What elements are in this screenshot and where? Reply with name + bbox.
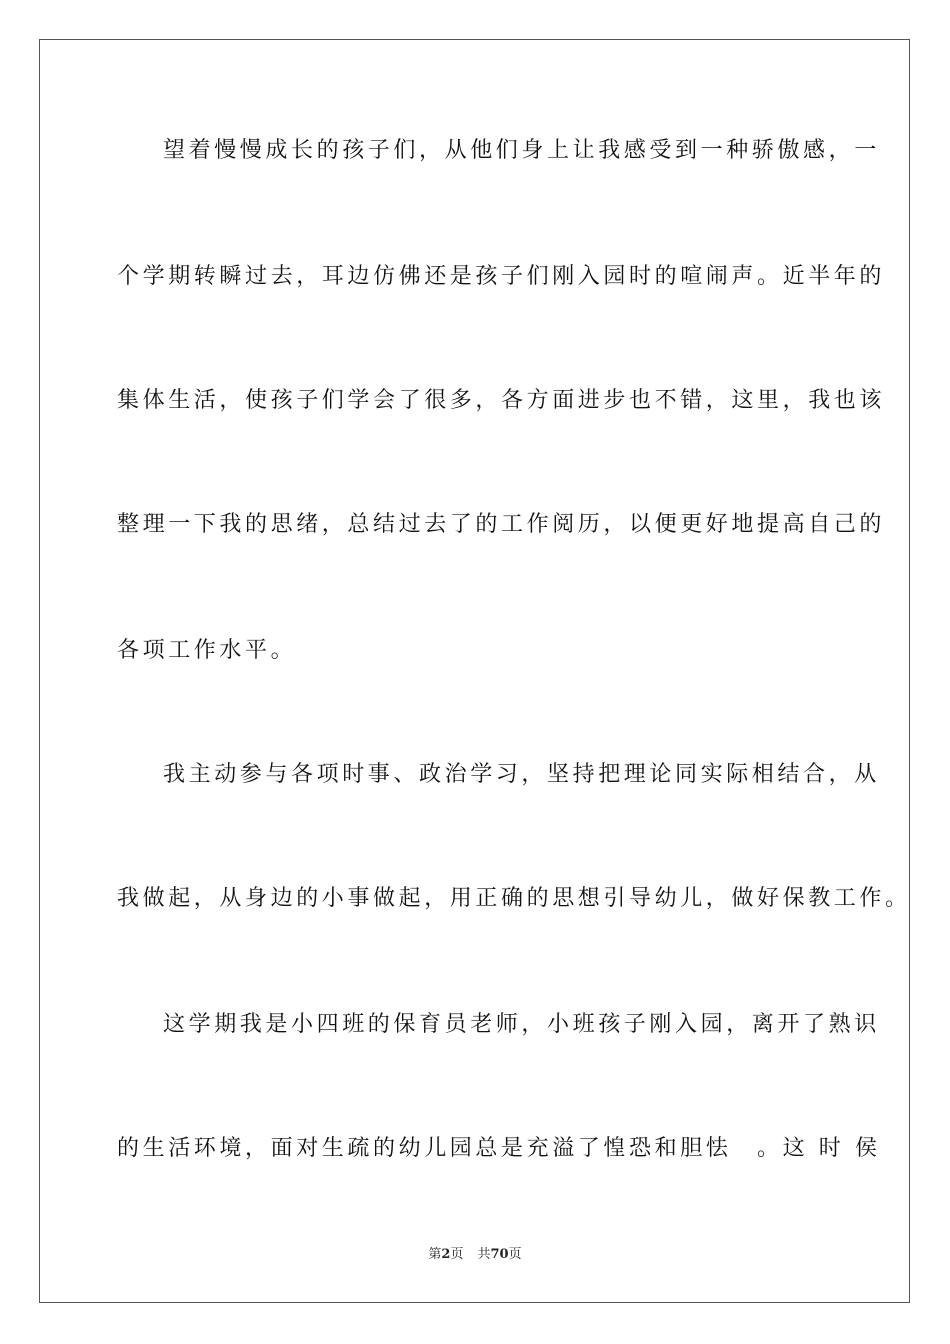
text-line-1: 望着慢慢成长的孩子们，从他们身上让我感受到一种骄傲感，一 [163, 138, 880, 163]
text-line-5: 各项工作水平。 [117, 638, 297, 663]
total-pages: 70 [490, 1247, 509, 1262]
page-number: 2 [441, 1247, 451, 1262]
page-suffix: 页 [450, 1247, 464, 1262]
text-line-6: 我主动参与各项时事、政治学习，坚持把理论同实际相结合，从 [163, 762, 880, 787]
total-prefix: 共 [477, 1247, 491, 1262]
page-footer [0, 1246, 950, 1264]
text-line-2: 个学期转瞬过去，耳边仿佛还是孩子们刚入园时的喧闹声。近半年的 [117, 264, 886, 289]
page-prefix: 第 [428, 1247, 442, 1262]
text-line-4: 整理一下我的思绪，总结过去了的工作阅历，以便更好地提高自己的 [117, 512, 886, 537]
total-suffix: 页 [508, 1247, 522, 1262]
text-line-7: 我做起，从身边的小事做起，用正确的思想引导幼儿，做好保教工作。 [117, 886, 911, 911]
text-line-3: 集体生活，使孩子们学会了很多，各方面进步也不错，这里，我也该 [117, 388, 886, 413]
text-line-9: 的生活环境，面对生疏的幼儿园总是充溢了惶恐和胆怯 。这 时 侯 [117, 1136, 881, 1161]
text-line-8: 这学期我是小四班的保育员老师，小班孩子刚入园，离开了熟识 [163, 1012, 880, 1037]
page-border [39, 39, 910, 1303]
